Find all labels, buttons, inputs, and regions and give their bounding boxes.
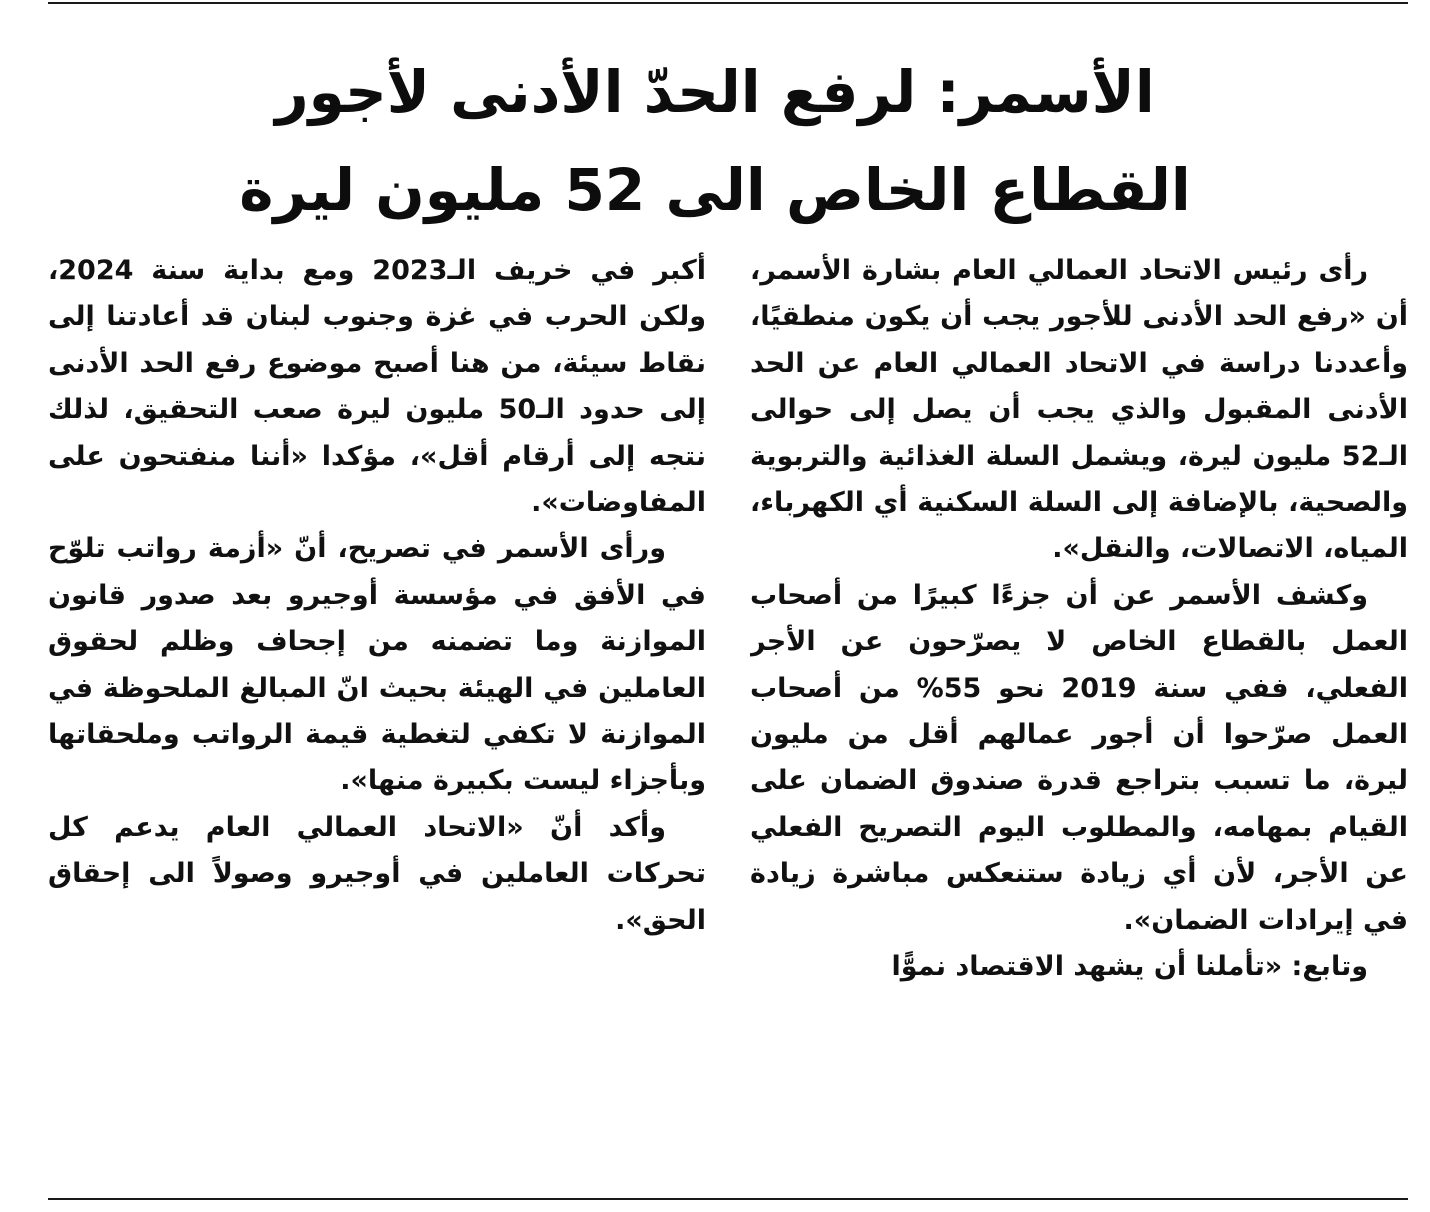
paragraph: وأكد أنّ «الاتحاد العمالي العام يدعم كل تحركات العاملين في أوجيرو وصولاً الى إحقاق الحق». bbox=[48, 811, 706, 936]
headline-line-1: الأسمر: لرفع الحدّ الأدنى لأجور bbox=[275, 58, 1155, 126]
top-divider bbox=[48, 2, 1408, 4]
paragraph: وكشف الأسمر عن أن جزءًا كبيرًا من أصحاب العمل بالقطاع الخاص لا يصرّحون عن الأجر الفعلي، ففي سنة 2019 نحو 55% من أصحاب العمل صرّحوا أن أجور عمالهم أقل من مليون ليرة، ما تسبب بتراجع قدرة صندوق الضمان على القيام بمهامه، والمطلوب اليوم التصريح الفعلي عن الأجر، لأن أي زيادة ستنعكس مباشرة زيادة في إيرادات الضمان». bbox=[750, 579, 1408, 936]
paragraph: وتابع: «تأملنا أن يشهد الاقتصاد نموًّا bbox=[891, 951, 1368, 983]
paragraph: رأى رئيس الاتحاد العمالي العام بشارة الأسمر، أن «رفع الحد الأدنى للأجور يجب أن يكون منطقيًا، وأعددنا دراسة في الاتحاد العمالي العام عن الحد الأدنى المقبول والذي يجب أن يصل إلى حوالى الـ52 مليون ليرة، ويشمل السلة الغذائية والتربوية والصحية، بالإضافة إلى السلة السكنية أي الكهرباء، المياه، الاتصالات، والنقل». bbox=[750, 255, 1408, 565]
headline-line-2: القطاع الخاص الى 52 مليون ليرة bbox=[239, 156, 1191, 224]
paragraph: ورأى الأسمر في تصريح، أنّ «أزمة رواتب تلوّح في الأفق في مؤسسة أوجيرو بعد صدور قانون الموازنة وما تضمنه من إجحاف وظلم لحقوق العاملين في الهيئة بحيث انّ المبالغ الملحوظة في الموازنة لا تكفي لتغطية قيمة الرواتب وملحقاتها وبأجزاء ليست بكبيرة منها». bbox=[48, 533, 706, 797]
bottom-divider bbox=[48, 1198, 1408, 1200]
paragraph: أكبر في خريف الـ2023 ومع بداية سنة 2024، ولكن الحرب في غزة وجنوب لبنان قد أعادتنا إلى نقاط سيئة، من هنا أصبح موضوع رفع الحد الأدنى إلى حدود الـ50 مليون ليرة صعب التحقيق، لذلك نتجه إلى أرقام أقل»، مؤكدا «أننا منفتحون على المفاوضات». bbox=[48, 255, 706, 519]
article-column-left bbox=[48, 248, 706, 1168]
article-column-right bbox=[750, 248, 1408, 1168]
